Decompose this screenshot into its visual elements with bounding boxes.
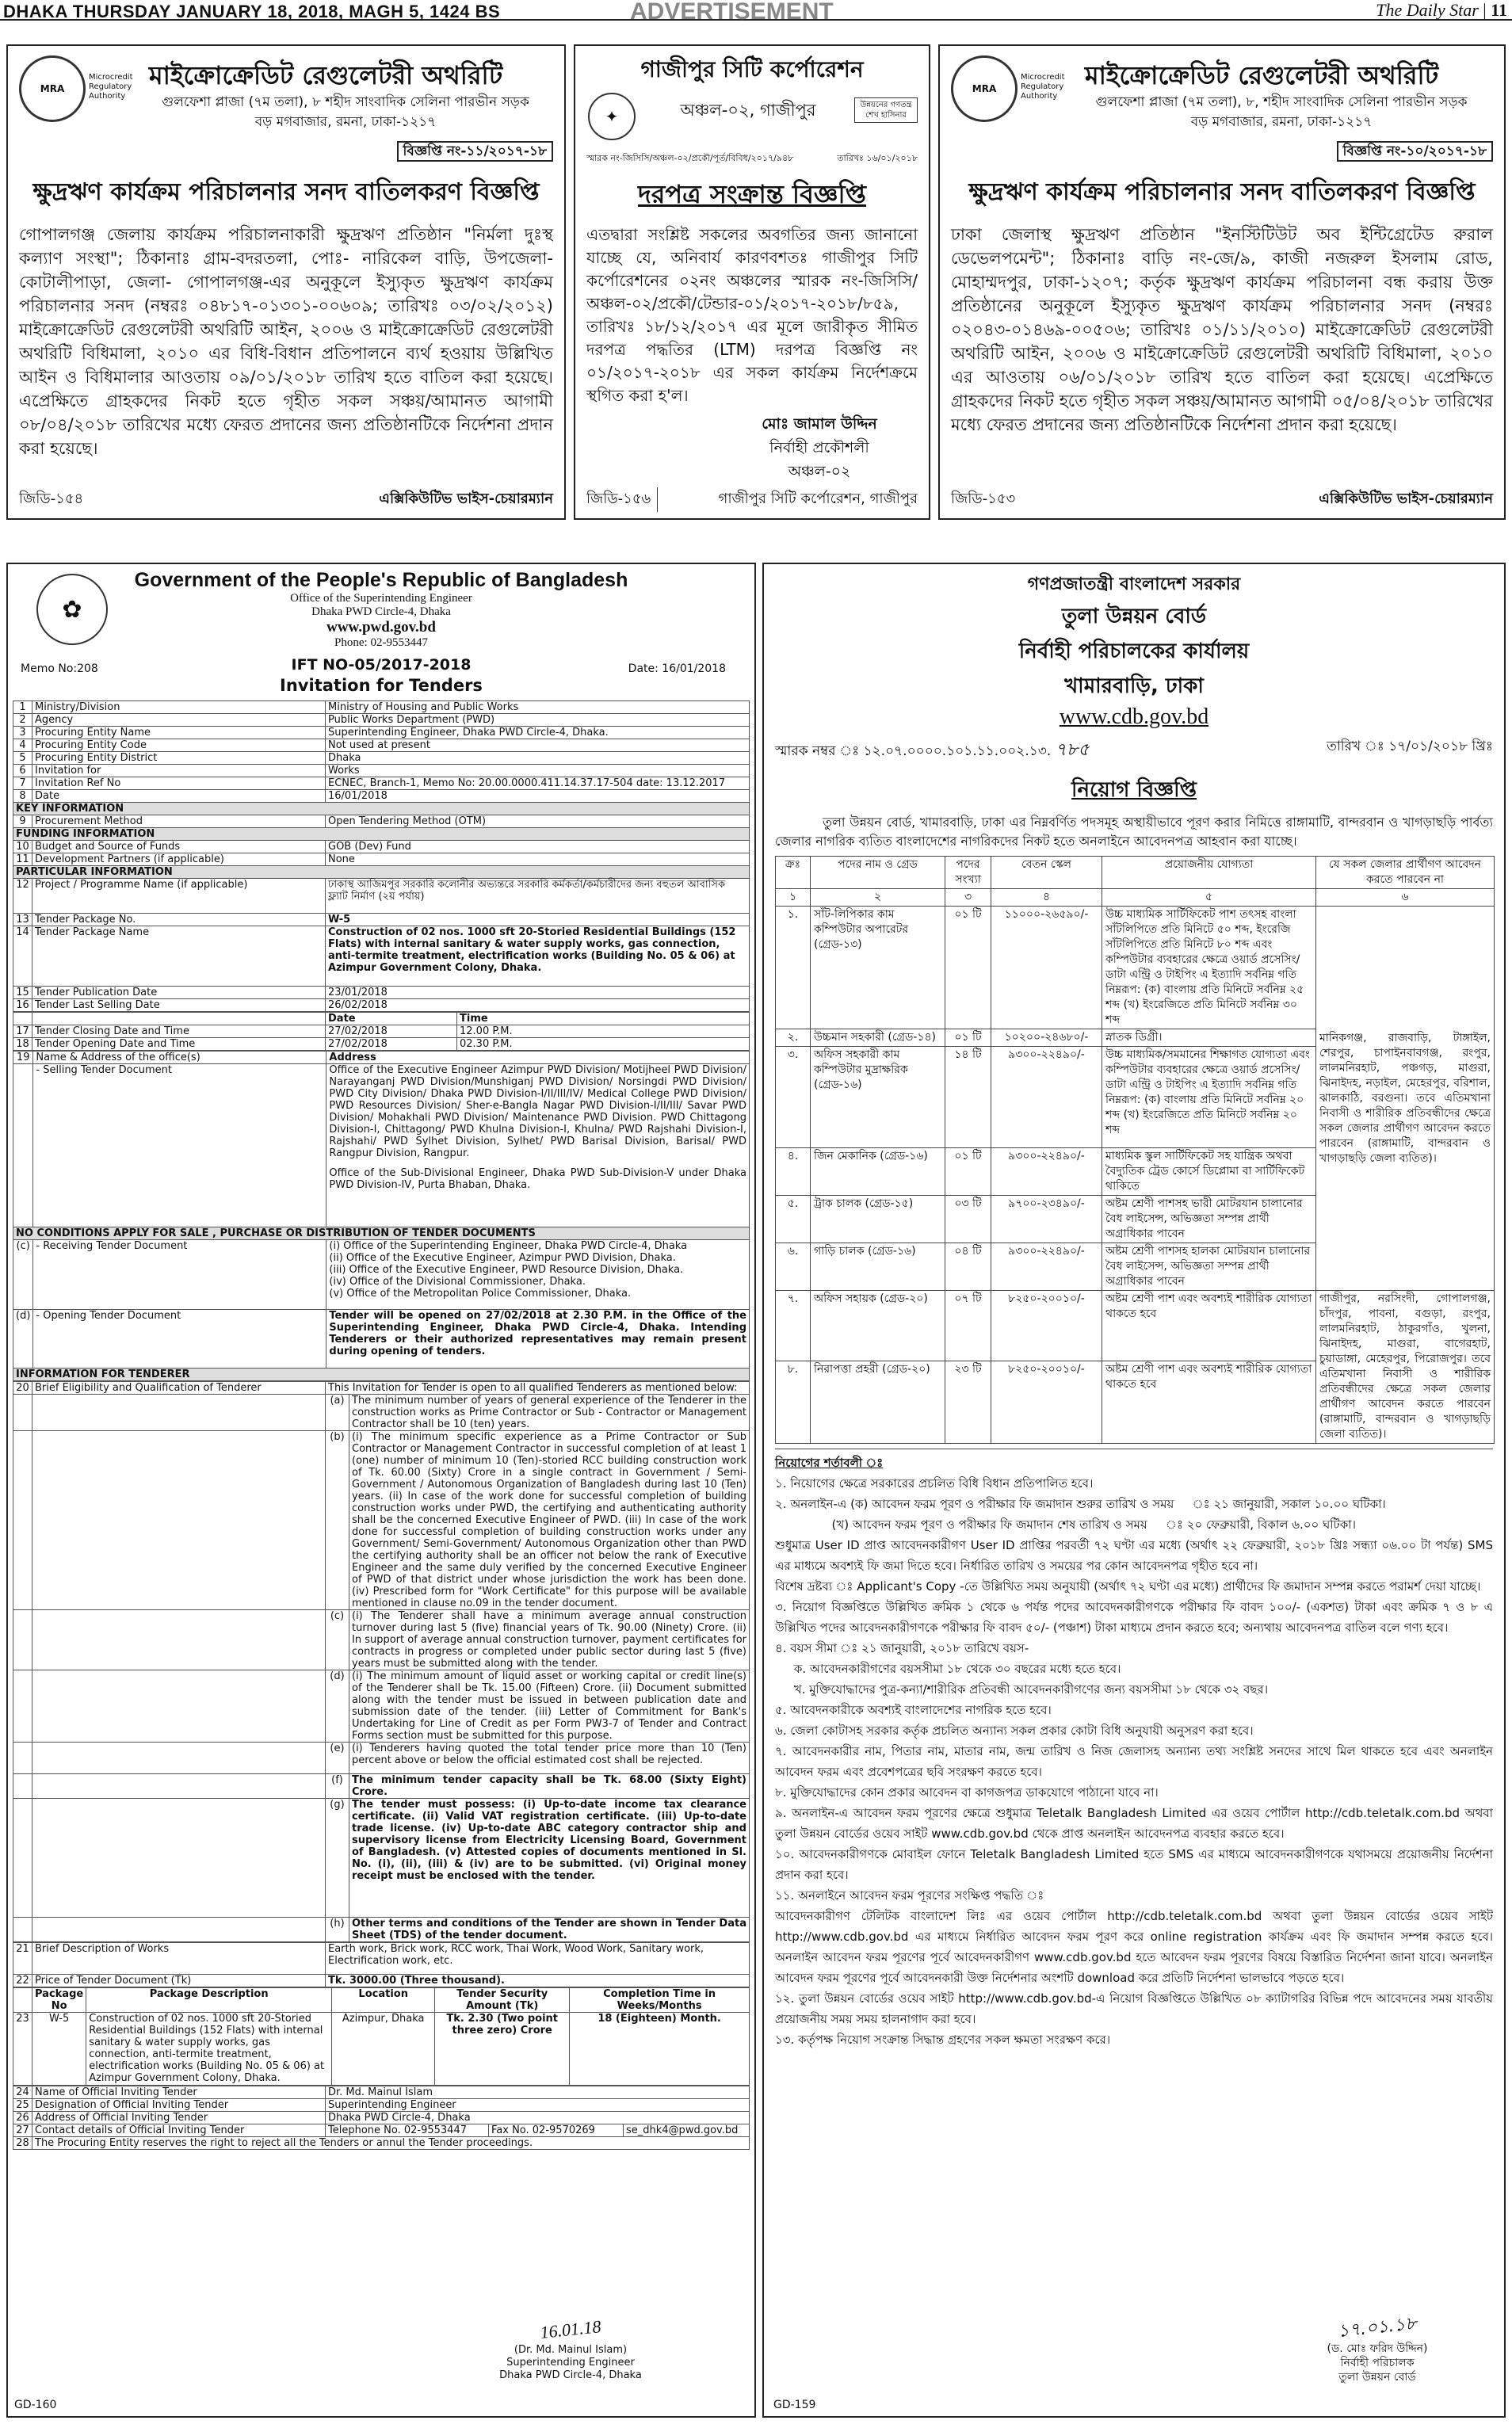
row-value: 16/01/2018 (326, 790, 750, 803)
eligibility-key: (h) (326, 1918, 349, 1942)
conditions-title: নিয়োগের শর্তাবলী ঃ (775, 1456, 884, 1470)
memo-handwritten: ৭৮৫ (1055, 740, 1090, 760)
mra-notice-2 (938, 44, 1506, 520)
cdb-intro: তুলা উন্নয়ন বোর্ড, খামারবাড়ি, ঢাকা এর নিম্নবর্ণিত পদসমূহ অস্থায়ীভাবে পূরণ করার নিমিত্তে রাঙ্গামাটি, বান্দরবান ও খাগড়াছড়ি পার্বত্য জেলার নাগরিক ব্যতিত বাংলাদেশের নাগরিকদের নিকট হতে অনলাইনে আবেদনপত্র আহবান করা যাচ্ছে। (775, 815, 1493, 849)
gd-code: জিডি-১৫৪ (19, 491, 84, 507)
receiving-office: (v) Office of the Metropolitan Police Commissioner, Dhaka. (329, 1288, 632, 1300)
pay-scale: ৯৩০০-২২৪৯০/- (991, 1148, 1102, 1196)
row-value: Ministry of Housing and Public Works (326, 701, 750, 714)
pay-scale: ১১০০০-২৬৫৯০/- (991, 907, 1102, 1029)
gcc-signer: মোঃ জামাল উদ্দিন (762, 415, 877, 433)
row-label: Procuring Entity District (32, 752, 326, 765)
condition-item: (খ) আবেদন ফরম পূরণ ও পরীক্ষার ফি জমাদান শেষ তারিখ ও সময় ঃ ২০ ফেব্রুয়ারী, বিকাল ৬.০০ ঘটিকা। (775, 1517, 1356, 1532)
condition-item: ৬. জেলা কোটাসহ সরকার কর্তৃক প্রচলিত অন্যান্য সকল প্রকার কোটা বিধি অনুযায়ী অনুসরণ করা হবে। (775, 1724, 1254, 1738)
eligibility-text: Other terms and conditions of the Tender are shown in Tender Data Sheet (TDS) of the tender document. (349, 1918, 750, 1942)
col-time: Time (457, 1013, 750, 1025)
table-row: 27 Contact details of Official Inviting Tender Telephone No. 02-9553447 Fax No. 02-9570269 se_dhk4@pwd.gov.bd (13, 2124, 750, 2137)
mra-address-1: গুলফেশা প্লাজা (৭ম তলা), ৮ শহীদ সাংবাদিক সেলিনা পারভীন সড়ক (162, 94, 529, 110)
gd-code: GD-159 (773, 2399, 816, 2411)
memo-text: স্মারক নম্বর ঃ ১২.০৭.০০০০.১০১.১১.০০২.১৩. (775, 743, 1052, 759)
cdb-date: তারিখ ঃ ১৭/০১/২০১৮ খ্রিঃ (1327, 739, 1493, 754)
signature: ১৭.০১.১৮ (1337, 2313, 1418, 2342)
signer-designation: নির্বাহী পরিচালক (1340, 2357, 1415, 2369)
condition-item: ক. আবেদনকারীগণের বয়সসীমা ১৮ থেকে ৩০ বছরের মধ্যে হতে হবে। (775, 1662, 1121, 1676)
table-row: 23 W-5 Construction of 02 nos. 1000 sft 20-Storied Residential Buildings (152 Flats) with internal sanitary & water supply works, gas connection, anti-termite treatment, electrification works (Building No. 05 & 06) at Azimpur Government Colony, Dhaka. Azimpur, Dhaka Tk. 2.30 (Two point three zero) Crore 18 (Eighteen) Month. (13, 2013, 750, 2086)
row-label: Invitation Ref No (32, 777, 326, 790)
condition-item: ৪. বয়স সীমা ঃ ২১ জানুয়ারী, ২০১৮ তারিখে বয়স- (775, 1641, 1029, 1655)
row-value: ECNEC, Branch-1, Memo No: 20.00.0000.411.14.37.17-504 date: 13.12.2017 (326, 777, 750, 790)
eligibility-key: (c) (326, 1610, 349, 1670)
eligibility-row (13, 1670, 750, 1743)
condition-item: ১১. অনলাইনে আবেদন ফরম পূরণের সংক্ষিপ্ত পদ্ধতি ঃ (775, 1888, 1044, 1903)
eligibility-text: (i) The Tenderer shall have a minimum average annual construction turnover during last 5 (five) financial years of Tk. 90.00 (Ninety) Crore. (ii) In support of average annual construction turnover, payment certificates for contracts in progress or completed under public sector during last 5 (five) years must be submitted along with the tender. (349, 1610, 750, 1670)
notice-body: গোপালগঞ্জ জেলায় কার্যক্রম পরিচালনাকারী ক্ষুদ্রঋণ প্রতিষ্ঠান "নির্মলা দুঃস্থ কল্যাণ সংস্থা"; ঠিকানাঃ গ্রাম-বদরতলা, পোঃ- নারিকেল বাড়ি, উপজেলা-কোটালীপাড়া, জেলা- গোপালগঞ্জ-এর অনুকূলে ইস্যুকৃত ক্ষুদ্রঋণ কার্যক্রম পরিচালনার সনদ (নম্বরঃ ০৪৮১৭-০১৩০১-০০৬০৯; তারিখঃ ০৩/০২/২০১২) মাইক্রোক্রেডিট রেগুলেটরী অথরিটি আইন, ২০০৬ ও মাইক্রোক্রেডিট রেগুলেটরী অথরিটি বিধিমালা, ২০১০ এর বিধি-বিধান প্রতিপালনে ব্যর্থ হওয়ায় উল্লিখিত আইন ও বিধিমালার আওতায় ০৯/০১/২০১৮ তারিখ হতে বাতিল করা হয়েছে। এপ্রেক্ষিতে গ্রাহকদের নিকট হতে গৃহীত সকল সঞ্চয়/আমানত আগামী ০৮/০৪/২০১৮ তারিখের মধ্যে ফেরত প্রদানের জন্য প্রতিষ্ঠানটিকে নির্দেশনা প্রদান করা হয়েছে। (19, 225, 553, 458)
receiving-office: (i) Office of the Superintending Engineer, Dhaka PWD Circle-4, Dhaka (329, 1240, 688, 1252)
cdb-place: খামারবাড়ি, ঢাকা (1064, 674, 1204, 698)
eligibility-key: (d) (326, 1670, 349, 1743)
post-name: নিরাপত্তা প্রহরী (গ্রেড-২০) (811, 1361, 945, 1443)
section-tenderer: INFORMATION FOR TENDERER (13, 1369, 750, 1381)
mra-logo: MRA (951, 55, 1018, 122)
notice-body: ঢাকা জেলাস্থ ক্ষুদ্রঋণ প্রতিষ্ঠান "ইনস্টিটিউট অব ইন্টিগ্রেটেড রুরাল ডেভেলপমেন্ট"; ঠিকানাঃ বাড়ি নং-জে/৯, কাজী নজরুল ইসলাম রোড, মোহাম্মদপুর, ঢাকা-১২০৭; কর্তৃক ক্ষুদ্রঋণ কার্যক্রম পরিচালনা বন্ধ করায় উক্ত প্রতিষ্ঠানের অনুকূলে ইস্যুকৃত ক্ষুদ্রঋণ কার্যক্রম পরিচালনার সনদ (নম্বরঃ ০২০৪৩-০১৪৬৯-০০৫০৬; তারিখঃ ০১/১১/২০১০) মাইক্রোক্রেডিট রেগুলেটরী অথরিটি আইন, ২০০৬ ও মাইক্রোক্রেডিট রেগুলেটরী অথরিটি বিধিমালা, ২০১০ এর আওতায় ০৬/০১/২০১৮ তারিখ হতে বাতিল করা হয়েছে। এপ্রেক্ষিতে গ্রাহকদের নিকট হতে গৃহীত সকল সঞ্চয়/আমানত আগামী ০৫/০৪/২০১৮ তারিখের মধ্যে ফেরত প্রদানের জন্য প্রতিষ্ঠানটিকে নির্দেশনা প্রদান করা হয়েছে। (951, 225, 1493, 434)
table-row: - Selling Tender Document Office of the Executive Engineer Azimpur PWD Division/ Motijheel PWD Division/ Narayanganj PWD Division/Munshiganj PWD Division/ Norsingdi PWD Division/ PWD City Division/ Dhaka PWD Division-I/II/III/IV/ Medical College PWD Division/ PWD Resources Division/ Sher-e-Bangla Nagar PWD Division-I/II/III/ Savar PWD Division/ Mohakhali PWD Division/ Maintenance PWD Division. PWD Chittagong Division-I, Chittagong/ PWD Khulna Division-I, Khulna/ PWD Rajshahi Division-I, Rajshahi/ PWD Sylhet Division, Sylhet/ PWD Barisal Division, Barisal/ PWD Rangpur Division, Rangpur. Office of the Sub-Divisional Engineer, Dhaka PWD Sub-Division-V under Dhaka PWD Division-IV, Purta Bhaban, Dhaka. (13, 1064, 750, 1227)
post-name: ট্রাক চালক (গ্রেড-১৫) (811, 1196, 945, 1243)
gcc-title: গাজীপুর সিটি কর্পোরেশন (640, 56, 864, 82)
table-row: 19 Name & Address of the office(s) Address (13, 1052, 750, 1064)
gcc-memo: স্মারক নং-জিসিসি/অঞ্চল-০২/প্রকৌ/পূর্ত/বিবিধ/২০১৭/৯৪৮ (586, 153, 794, 163)
signer-designation: Superintending Engineer (506, 2357, 635, 2369)
post-count: ০১ টি (945, 1148, 991, 1196)
row-label: Procuring Entity Name (32, 727, 326, 739)
row-label: Invitation for (32, 765, 326, 777)
condition-item: আবেদনকারীগণ টেলিটক বাংলাদেশ লিঃ এর ওয়েব পোর্টাল http://cdb.teletalk.com.bd অথবা তুলা উন্নয়ন বোর্ডের ওয়েব সাইট http://www.cdb.gov.bd এর মাধ্যমে নির্ধারিত আবেদন ফরম পূরণ করে online registration কার্যক্রম এবং ফি জমাদান সম্পন্ন করতে হবে। অনলাইন আবেদন ফরম পূরণের পূর্বে আবেদনকারীগণ www.cdb.gov.bd হতে আবেদন ফরম পূরণের বিষয়ে বিস্তারিত নির্দেশনা জানা যাবে। অনলাইন আবেদন ফরম পূরণের পূর্বে আবেদনকারী উক্ত নির্দেশনার অংশটি download করে প্রতিটি নির্দেশনা ভালভাবে পড়তে হবে। (775, 1909, 1497, 1985)
post-name: জিন মেকানিক (গ্রেড-১৬) (811, 1148, 945, 1196)
eligibility-row (13, 1395, 750, 1431)
pay-scale: ৯৩০০-২২৪৯০/- (991, 1047, 1102, 1148)
condition-item: বিশেষ দ্রষ্টব্য ঃ Applicant's Copy -তে উল্লিখিত সময় অনুযায়ী (অর্থাৎ ৭২ ঘণ্টা এর মধ্যে) প্রার্থীদের ফি জমাদান সম্পন্ন করতে পরামর্শ দেয়া যাচ্ছে। (775, 1579, 1481, 1594)
excluded-districts-1: মানিকগঞ্জ, রাজবাড়ি, টাঙ্গাইল, শেরপুর, চাপাইনবাবগঞ্জ, রংপুর, লালমনিরহাট, পঞ্চগড়, মাগুরা, ঝিনাইদহ, নড়াইল, মেহেরপুর, বরিশাল, ঝালকাঠি, বরগুনা। তবে এতিমখানা নিবাসী ও শারীরিক প্রতিবন্ধীদের ক্ষেত্রে সকল জেলার প্রার্থীগণ আবেদন করতে পারবেন (রাঙ্গামাটি, বান্দরবান ও খাগড়াছড়ি জেলা ব্যতিত)। (1316, 907, 1495, 1291)
table-row: 14 Tender Package Name Construction of 02 nos. 1000 sft 20-Storied Residential Buildings (152 Flats) with internal sanitary & water supply works, gas connection, anti-termite treatment, electrification works (Building No. 05 & 06) at Azimpur Government Colony, Dhaka. (13, 926, 750, 987)
mra-title: মাইক্রোক্রেডিট রেগুলেটরী অথরিটি (1084, 60, 1439, 90)
notice-number: বিজ্ঞপ্তি নং-১১/২০১৭-১৮ (397, 141, 553, 162)
gcc-body: এতদ্বারা সংশ্লিষ্ট সকলের অবগতির জন্য জানানো যাচ্ছে যে, অনিবার্য কারণবশতঃ গাজীপুর সিটি কর্পোরেশনের ০২নং অঞ্চলের স্মারক নং-জিসিসি/অঞ্চল-০২/প্রকৌ/টেন্ডার-০১/২০১৭-২০১৮/৮৫৯, তারিখঃ ১৮/১২/২০১৭ এর মূলে জারীকৃত সীমিত দরপত্র পদ্ধতির (LTM) দরপত্র বিজ্ঞপ্তি নং ০১/২০১৭-২০১৮ এর সকল কার্যক্রম নির্দেশক্রমে স্থগিত করা হ'ল। (586, 225, 918, 405)
table-row: 13 Tender Package No. W-5 (13, 914, 750, 926)
table-row: 18 Tender Opening Date and Time 27/02/2018 02.30 P.M. (13, 1038, 750, 1051)
column-header: যে সকল জেলার প্রার্থীগণ আবেদন করতে পারবেন না (1316, 857, 1495, 889)
column-header: পদের সংখ্যা (945, 857, 991, 889)
masthead (0, 0, 1512, 25)
row-number: 8 (13, 790, 32, 803)
table-row: 25 Designation of Official Inviting Tender Superintending Engineer (13, 2099, 750, 2112)
table-row: 24 Name of Official Inviting Tender Dr. Md. Mainul Islam (13, 2086, 750, 2099)
eligibility-text: The tender must possess: (i) Up-to-date income tax clearance certificate. (ii) Valid VAT registration certificate. (iii) Up-to-date trade license. (iv) Up-to-date ABC category contractor ship and supervisory license from Electricity Licensing Board, Government of Bangladesh. (v) Attested copies of documents mentioned in Sl. No. (i), (ii), (iii) & (iv) are to be submitted. (vi) Original money receipt must be enclosed with the tender. (349, 1799, 750, 1918)
official-table (13, 2086, 750, 2150)
post-serial: ২. (776, 1029, 811, 1047)
row-label: Date (32, 790, 326, 803)
gcc-zone: অঞ্চল-০২, গাজীপুর (680, 101, 816, 120)
eligibility-key: (f) (326, 1774, 349, 1799)
receiving-office: (iii) Office of the Executive Engineer, PWD Resource Division, Dhaka. (329, 1264, 684, 1276)
pay-scale: ১০২০০-২৪৬৮০/- (991, 1029, 1102, 1047)
table-row: 26 Address of Official Inviting Tender Dhaka PWD Circle-4, Dhaka (13, 2112, 750, 2124)
cdb-heading: নিয়োগ বিজ্ঞপ্তি (1071, 778, 1197, 802)
table-row: 20 Brief Eligibility and Qualification of Tenderer This Invitation for Tender is open to all qualified Tenderers as mentioned below: (13, 1382, 750, 1395)
signer-office: Dhaka PWD Circle-4, Dhaka (499, 2369, 642, 2381)
notice-number: বিজ্ঞপ্তি নং-১০/২০১৭-১৮ (1337, 141, 1493, 162)
post-name: অফিস সহকারী কাম কম্পিউটার মুদ্রাক্ষরিক (গ্রেড-১৬) (811, 1047, 945, 1148)
col-date: Date (326, 1013, 457, 1025)
tender-date: Date: 16/01/2018 (628, 662, 726, 675)
eligibility-text: (i) The minimum specific experience as a Prime Contractor or Sub Contractor or Management Contractor in successful completion of at least 1 (one) number of minimum 10 (Ten)-storied RCC building construction work of Tk. 60.00 (Sixty) Crore in a single contract in Government / Semi-Government / Autonomous Organization of Bangladesh during last 10 (Ten) years. (ii) In case of the work done for successful completion of building construction works under PWD, the certifying and authenticating authority shall be the concerned Executive Engineer of PWD. (iii) In case of the work done for successful completion of building construction works under any Government/ Semi-Government/ Autonomous Organization other than PWD the certifying authority shall be an officer not below the rank of Executive Engineer and the same duly verified by the concerned Executive Engineer of PWD of that district under whose jurisdiction the work has been done. (iv) Prescribed form for "Work Certificate" for this purpose will be available mentioned in clause no.09 in the tender document. (349, 1431, 750, 1610)
column-header: ক্রঃ (776, 857, 811, 889)
section-conditions: NO CONDITIONS APPLY FOR SALE , PURCHASE OR DISTRIBUTION OF TENDER DOCUMENTS (13, 1227, 750, 1240)
post-count: ০৭ টি (945, 1291, 991, 1361)
post-count: ০১ টি (945, 907, 991, 1029)
section-funding: FUNDING INFORMATION (13, 828, 750, 841)
cdb-website: www.cdb.gov.bd (1059, 704, 1209, 729)
qualification: অষ্টম শ্রেণী পাশ এবং অবশ্যই শারীরিক যোগ্যতা থাকতে হবে (1102, 1361, 1316, 1443)
receiving-office: (ii) Office of the Executive Engineer, Azimpur PWD Division, Dhaka. (329, 1252, 676, 1264)
column-number: ২ (811, 889, 945, 907)
eligibility-row (13, 1431, 750, 1610)
government-seal-icon: ✿ (36, 574, 108, 645)
ift-number: IFT NO-05/2017-2018 (291, 656, 472, 674)
table-row: (d) - Opening Tender Document Tender will be opened on 27/02/2018 at 2.30 P.M. in the Office of the Superintending Engineer, Dhaka PWD Circle-4, Dhaka. Intending Tenderers or their authorized representatives may remain present during opening of tenders. (13, 1310, 750, 1369)
selling-offices: Office of the Executive Engineer Azimpur PWD Division/ Motijheel PWD Division/ Narayanganj PWD Division/Munshiganj PWD Division/ Norsingdi PWD Division/ PWD City Division/ Dhaka PWD Division-I/II/III/IV/ Medical College PWD Division/ PWD Resources Division/ Sher-e-Bangla Nagar PWD Division-I/II/III/ Savar PWD Division/ Mohakhali PWD Division/ Maintenance PWD Division. PWD Chittagong Division-I, Chittagong/ PWD Khulna Division-I, Khulna/ PWD Rajshahi Division-I, Rajshahi/ PWD Sylhet Division, Sylhet/ PWD Barisal Division, Barisal/ PWD Rangpur Division, Rangpur. (329, 1064, 746, 1159)
signer-name: (Dr. Md. Mainul Islam) (514, 2344, 628, 2356)
row-value: Works (326, 765, 750, 777)
row-number: 4 (13, 739, 32, 752)
post-count: ০৪ টি (945, 1243, 991, 1291)
pay-scale: ৮২৫০-২০০১০/- (991, 1361, 1102, 1443)
posts-table (775, 856, 1495, 1444)
condition-item: ১২. তুলা উন্নয়ন বোর্ডের ওয়েব সাইট http://www.cdb.gov.bd-এ নিয়োগ বিজ্ঞপ্তিতে উল্লিখিত ০৮ ক্যাটাগরির বিভিন্ন পদে আবেদনের সময় যাবতীয় প্রয়োজনীয় সময় সময় হালনাগাদ করা হবে। (775, 1991, 1497, 2026)
condition-item: ১৩. কর্তৃপক্ষ নিয়োগ সংক্রান্ত সিদ্ধান্ত গ্রহণের সকল ক্ষমতা সংরক্ষণ করে। (775, 2033, 1111, 2047)
qualification: অষ্টম শ্রেণী পাশসহ হালকা মোটরযান চালানোর বৈধ লাইসেন্স, অভিজ্ঞতা সম্পন্ন প্রার্থী অগ্রাধিকার পাবেন (1102, 1243, 1316, 1291)
table-row: 9 Procurement Method Open Tendering Method (OTM) (13, 815, 750, 828)
row-label: Procuring Entity Code (32, 739, 326, 752)
condition-item: ২. অনলাইন-এ (ক) আবেদন ফরম পূরণ ও পরীক্ষার ফি জমাদান শুরুর তারিখ ও সময় ঃ ২১ জানুয়ারী, সকাল ১০.০০ ঘটিকা। (775, 1497, 1386, 1511)
row-number: 5 (13, 752, 32, 765)
signer-office: তুলা উন্নয়ন বোর্ড (1338, 2371, 1416, 2384)
memo-number: Memo No:208 (21, 662, 98, 675)
table-row: 28 The Procuring Entity reserves the right to reject all the Tenders or annul the Tender proceedings. (13, 2137, 750, 2150)
eligibility-key: (e) (326, 1743, 349, 1774)
table-row (13, 739, 750, 752)
post-name: গাড়ি চালক (গ্রেড-১৬) (811, 1243, 945, 1291)
post-serial: ৩. (776, 1047, 811, 1148)
gd-code: জিডি-১৫৬ (586, 487, 658, 512)
post-serial: ৫. (776, 1196, 811, 1243)
qualification: উচ্চ মাধ্যমিক/সমমানের শিক্ষাগত যোগ্যতা এবং কম্পিউটার ব্যবহারের ক্ষেত্রে ওয়ার্ড প্রসেসিং/ডাটা এন্ট্রি ও টাইপিং এ ইত্যাদি সর্বনিম্ন গতি নিম্নরূপ: (ক) বাংলায় প্রতি মিনিটে সর্বনিম্ন ২০ শব্দ (খ) ইংরেজিতে প্রতি মিনিটে সর্বনিম্ন ২০ শব্দ (1102, 1047, 1316, 1148)
column-number: ৬ (1316, 889, 1495, 907)
gcc-sign-zone: অঞ্চল-০২ (788, 463, 851, 480)
gcc-date: তারিখঃ ১৬/০১/২০১৮ (837, 153, 918, 163)
gcc-designation: নির্বাহী প্রকৌশলী (769, 439, 869, 456)
dateline: DHAKA THURSDAY JANUARY 18, 2018, MAGH 5, 1424 BS (3, 2, 501, 21)
pay-scale: ৯৩০০-২২৪৯০/- (991, 1243, 1102, 1291)
post-name: সাঁট-লিপিকার কাম কম্পিউটার অপারেটর (গ্রেড-১৩) (811, 907, 945, 1029)
mra-title: মাইক্রোক্রেডিট রেগুলেটরী অথরিটি (148, 60, 503, 90)
condition-item: ৮. মুক্তিযোদ্ধাদের কোন প্রকার আবেদন বা কাগজপত্র ডাকযোগে পাঠানো যাবে না। (775, 1785, 1159, 1800)
gcc-notice (574, 44, 930, 520)
pwd-website: www.pwd.gov.bd (326, 619, 436, 636)
post-serial: ৭. (776, 1291, 811, 1361)
table-row: (c) - Receiving Tender Document (i) Office of the Superintending Engineer, Dhaka PWD Circle-4, Dhaka (ii) Office of the Executive Engineer, Azimpur PWD Division, Dhaka. (iii) Office of the Executive Engineer, PWD Resource Division, Dhaka. (iv) Office of the Divisional Commissioner, Dhaka. (v) Office of the Metropolitan Police Commissioner, Dhaka. (13, 1240, 750, 1310)
signatory: এক্সিকিউটিভ ভাইস-চেয়ারম্যান (379, 491, 553, 507)
mra-address-1: গুলফেশা প্লাজা (৭ম তলা), ৮, শহীদ সাংবাদিক সেলিনা পারভীন সড়ক (1095, 94, 1468, 110)
column-header: পদের নাম ও গ্রেড (811, 857, 945, 889)
eligibility-text: The minimum tender capacity shall be Tk. 68.00 (Sixty Eight) Crore. (349, 1774, 750, 1799)
gd-code: GD-160 (14, 2399, 57, 2411)
tender-table (13, 700, 750, 1012)
row-value: Not used at present (326, 739, 750, 752)
column-header: বেতন স্কেল (991, 857, 1102, 889)
gcc-heading: দরপত্র সংক্রান্ত বিজ্ঞপ্তি (638, 179, 866, 209)
eligibility-text: (i) Tenderers having quoted the total tender price more than 10 (Ten) percent above or below the official estimated cost shall be rejected. (349, 1743, 750, 1774)
eligibility-text: (i) The minimum amount of liquid asset or working capital or credit line(s) of the Tenderer shall be Tk. 15.00 (Fifteen) Crore. (ii) Document submitted along with the tender must be issued in between publication date and submission date of the tender. (iii) Letter of Commitment for Bank's Undertaking for Line of Credit as per Form PW3-7 of Tender and Contract Forms section must be submitted for this purpose. (349, 1670, 750, 1743)
condition-item: খ. মুক্তিযোদ্ধাদের পুত্র-কন্যা/শারীরিক প্রতিবন্ধী আবেদনকারীগণের জন্য বয়সসীমা ১৮ থেকে ৩২ বছর। (775, 1682, 1269, 1697)
column-number: ১ (776, 889, 811, 907)
mra-logo-text: Microcredit Regulatory Authority (1021, 73, 1065, 101)
signer-name: (ড. মোঃ ফরিদ উদ্দিন) (1327, 2342, 1428, 2355)
row-number: 1 (13, 701, 32, 714)
column-header: প্রয়োজনীয় যোগ্যতা (1102, 857, 1316, 889)
table-row (13, 765, 750, 777)
table-row (13, 727, 750, 739)
eligibility-row (13, 1774, 750, 1799)
post-count: ০৩ টি (945, 1196, 991, 1243)
post-serial: ৬. (776, 1243, 811, 1291)
post-row (776, 907, 1495, 1029)
section-particular: PARTICULAR INFORMATION (13, 866, 750, 879)
signature: 16.01.18 (539, 2316, 602, 2342)
mra-address-2: বড় মগবাজার, রমনা, ঢাকা-১২১৭ (254, 114, 437, 130)
qualification: উচ্চ মাধ্যমিক সার্টিফিকেট পাশ তৎসহ বাংলা সাঁটলিপিতে প্রতি মিনিটে ৫০ শব্দ, ইংরেজি সাঁটলিপিতে প্রতি মিনিটে ৮০ শব্দ এবং কম্পিউটার ব্যবহারের ক্ষেত্রে ওয়ার্ড প্রসেসিং/ডাটা এন্ট্রি ও টাইপিং এ ইত্যাদি সর্বনিম্ন গতি নিম্নরূপ: (ক) বাংলায় প্রতি মিনিটে সর্বনিম্ন ২৫ শব্দ (খ) ইংরেজিতে প্রতি মিনিটে সর্বনিম্ন ৩০ শব্দ (1102, 907, 1316, 1029)
package-table: Package No Package Description Location Tender Security Amount (Tk) Completion Time in Weeks/Months 23 W-5 Construction of 02 nos. 1000 sft 20-Storied Residential Buildings (152 Flats) with internal sanitary & water supply works, gas connection, anti-termite treatment, electrification works (Building No. 05 & 06) at Azimpur Government Colony, Dhaka. Azimpur, Dhaka Tk. 2.30 (Two point three zero) Crore 18 (Eighteen) Month. (13, 1987, 750, 2086)
condition-item: ৭. আবেদনকারীর নাম, পিতার নাম, মাতার নাম, জন্ম তারিখ ও নিজ জেলাসহ অন্যান্য তথ্য সংশ্লিষ্ট সনদের সাথে মিল থাকতে হবে এবং অনলাইন আবেদন ফরম এবং প্রবেশপত্রের ছবি সংরক্ষণ করতে হবে। (775, 1744, 1497, 1779)
row-value: Dhaka (326, 752, 750, 765)
table-row: 17 Tender Closing Date and Time 27/02/2018 12.00 P.M. (13, 1025, 750, 1038)
pay-scale: ৮২৫০-২০০১০/- (991, 1291, 1102, 1361)
section-label: ADVERTISEMENT (630, 0, 834, 25)
eligibility-row (13, 1799, 750, 1918)
row-label: Agency (32, 714, 326, 727)
pay-scale: ৯৭০০-২৩৪৯০/- (991, 1196, 1102, 1243)
column-number: ৪ (991, 889, 1102, 907)
conditions (775, 1449, 1497, 2050)
table-row: 10 Budget and Source of Funds GOB (Dev) Fund (13, 841, 750, 853)
excluded-districts-2: গাজীপুর, নরসিংদী, গোপালগঞ্জ, চাঁদপুর, পাবনা, বগুড়া, রংপুর, লালমনিরহাট, ঠাকুরগাঁও, খুলনা, ঝিনাইদহ, মাগুরা, বাগেরহাট, চুয়াডাঙ্গা, মেহেরপুর, পিরোজপুর। তবে এতিমখানা নিবাসী ও শারীরিক প্রতিবন্ধীদের ক্ষেত্রে সকল জেলার প্রার্থীগণ আবেদন করতে পারবেন (রাঙ্গামাটি, বান্দরবান ও খাগড়াছড়ি জেলা ব্যতিত)। (1316, 1291, 1495, 1444)
cdb-office: নির্বাহী পরিচালকের কার্যালয় (1018, 639, 1250, 663)
post-count: ২৩ টি (945, 1361, 991, 1443)
cdb-memo (775, 736, 1090, 765)
eligibility-row (13, 1743, 750, 1774)
row-number: 3 (13, 727, 32, 739)
pwd-tender-notice (6, 563, 756, 2418)
post-name: অফিস সহায়ক (গ্রেড-২০) (811, 1291, 945, 1361)
table-row (13, 701, 750, 714)
condition-item: ৫. আবেদনকারীকে অবশ্যই বাংলাদেশের নাগরিক হতে হবে। (775, 1703, 1052, 1717)
post-serial: ১. (776, 907, 811, 1029)
condition-item: ৩. নিয়োগ বিজ্ঞপ্তিতে উল্লিখিত ক্রমিক ১ থেকে ৬ পর্যন্ত পদের আবেদনকারীগণকে পরীক্ষার ফি বাবদ ১০০/- (একশত) টাকা এবং ক্রমিক ৭ ও ৮ এ উল্লিখিত পদের আবেদনকারীগণকে পরীক্ষার ফি বাবদ ৫০/- (পঞ্চাশ) টাকা মাধ্যমে প্রদান করতে হবে; অন্যথায় আবেদনপত্র বাতিল বলে গণ্য হবে। (775, 1600, 1497, 1635)
row-number: 7 (13, 777, 32, 790)
pwd-title: Government of the People's Republic of Bangladesh (134, 569, 628, 591)
gd-code: জিডি-১৫৩ (951, 491, 1016, 507)
condition-item: ৯. অনলাইন-এ আবেদন ফরম পূরণের ক্ষেত্রে শুধুমাত্র Teletalk Bangladesh Limited এর ওয়েব পোর্টাল http://cdb.teletalk.com.bd অথবা তুলা উন্নয়ন বোর্ডের ওয়েব সাইট www.cdb.gov.bd থেকে প্রাপ্ত অনলাইন আবেদনপত্র ব্যবহার করতে হবে। (775, 1806, 1497, 1841)
post-serial: ৮. (776, 1361, 811, 1443)
mra-logo-text: Microcredit Regulatory Authority (89, 73, 133, 101)
paper-name: The Daily Star | 11 (1376, 0, 1507, 20)
qualification: স্নাতক ডিগ্রী। (1102, 1029, 1316, 1047)
mra-address-2: বড় মগবাজার, রমনা, ঢাকা-১২১৭ (1190, 114, 1373, 130)
post-count: ১৪ টি (945, 1047, 991, 1148)
paper-title: The Daily Star (1376, 0, 1479, 20)
tender-datetime-table (13, 1012, 750, 1051)
eligibility-key: (a) (326, 1395, 349, 1431)
qualification: অষ্টম শ্রেণী পাশসহ ভারী মোটরযান চালানোর বৈধ লাইসেন্স, অভিজ্ঞতা সম্পন্ন প্রার্থী অগ্রাধিকার পাবেন (1102, 1196, 1316, 1243)
row-value: Public Works Department (PWD) (326, 714, 750, 727)
table-row (13, 777, 750, 790)
notice-heading: ক্ষুদ্রঋণ কার্যক্রম পরিচালনার সনদ বাতিলকরণ বিজ্ঞপ্তি (32, 178, 540, 206)
qualification: অষ্টম শ্রেণী পাশ এবং অবশ্যই শারীরিক যোগ্যতা থাকতে হবে (1102, 1291, 1316, 1361)
eligibility-key: (g) (326, 1799, 349, 1918)
table-row: 15 Tender Publication Date 23/01/2018 (13, 987, 750, 999)
tender-heading: Invitation for Tenders (280, 676, 483, 695)
page-number: 11 (1491, 0, 1507, 20)
table-row (13, 790, 750, 803)
mra-logo: MRA (19, 55, 86, 122)
cdb-recruitment-notice (762, 563, 1506, 2418)
eligibility-row (13, 1610, 750, 1670)
row-label: Ministry/Division (32, 701, 326, 714)
pwd-circle: Dhaka PWD Circle-4, Dhaka (311, 605, 451, 618)
table-row: 22 Price of Tender Document (Tk) Tk. 3000.00 (Three thousand). (13, 1975, 750, 1987)
column-number: ৫ (1102, 889, 1316, 907)
condition-item: ১. নিয়োগের ক্ষেত্রে সরকারের প্রচলিত বিধি বিধান প্রতিপালিত হবে। (775, 1476, 1094, 1491)
column-number: ৩ (945, 889, 991, 907)
notice-heading: ক্ষুদ্রঋণ কার্যক্রম পরিচালনার সনদ বাতিলকরণ বিজ্ঞপ্তি (968, 178, 1476, 206)
table-row: 11 Development Partners (if applicable) None (13, 853, 750, 866)
gcc-badge: উন্নয়নের গণতন্ত্র শেখ হাসিনার (854, 97, 918, 123)
table-row: 12 Project / Programme Name (if applicable) ঢাকাস্থ আজিমপুর সরকারি কলোনীর অভ্যন্তরে সরকারি কর্মকর্তা/কর্মচারীদের জন্য বহুতল আবাসিক ফ্ল্যাট নির্মাণ (২য় পর্যায়) (13, 879, 750, 914)
row-number: 2 (13, 714, 32, 727)
post-name: উচ্চমান সহকারী (গ্রেড-১৪) (811, 1029, 945, 1047)
gcc-org: গাজীপুর সিটি কর্পোরেশন, গাজীপুর (718, 491, 918, 507)
post-count: ০১ টি (945, 1029, 991, 1047)
row-number: 6 (13, 765, 32, 777)
post-serial: ৪. (776, 1148, 811, 1196)
selling-sub-office: Office of the Sub-Divisional Engineer, Dhaka PWD Sub-Division-V under Dhaka PWD Division-IV, Purta Bhaban, Dhaka. (329, 1167, 746, 1191)
mra-notice-1 (6, 44, 566, 520)
post-row (776, 1291, 1495, 1361)
cdb-board: তুলা উন্নয়ন বোর্ড (1061, 605, 1207, 628)
condition-item: ১০. আবেদনকারীগণকে মোবাইল ফোনে Teletalk Bangladesh Limited হতে SMS এর মাধ্যমে আবেদনকারীগণকে যথাসময়ে প্রয়োজনীয় নির্দেশনা প্রদান করা হবে। (775, 1847, 1497, 1882)
table-row (13, 714, 750, 727)
gcc-seal-icon: ✦ (588, 93, 636, 140)
table-row: 21 Brief Description of Works Earth work, Brick work, RCC work, Thai Work, Wood Work, Sanitary work, Electrification work, etc. (13, 1943, 750, 1975)
condition-item: শুধুমাত্র User ID প্রাপ্ত আবেদনকারীগণ User ID প্রাপ্তির পরবর্তী ৭২ ঘণ্টা এর মধ্যে (অর্থাৎ ২২ ফেব্রুয়ারী, ২০১৮ খ্রিঃ সন্ধ্যা ০৬.০০ টা পর্যন্ত) SMS এর মাধ্যমে অবশ্যই ফি জমা দিতে হবে। নির্ধারিত তারিখ ও সময়ের পর কোন আবেদনপত্র গৃহীত হবে না। (775, 1538, 1497, 1573)
eligibility-table (13, 1381, 750, 1942)
signatory: এক্সিকিউটিভ ভাইস-চেয়ারম্যান (1319, 491, 1493, 507)
table-row: 16 Tender Last Selling Date 26/02/2018 (13, 999, 750, 1012)
eligibility-key: (b) (326, 1431, 349, 1610)
section-key: KEY INFORMATION (13, 803, 750, 815)
qualification: মাধ্যমিক স্কুল সার্টিফিকেট সহ যান্ত্রিক অথবা বৈদ্যুতিক ট্রেড কোর্সে ডিপ্লোমা বা সার্টিফিকেট থাকিতে (1102, 1148, 1316, 1196)
pwd-phone: Phone: 02-9553447 (334, 636, 428, 649)
table-row (13, 752, 750, 765)
row-value: Superintending Engineer, Dhaka PWD Circle-4, Dhaka. (326, 727, 750, 739)
tender-offices-table (13, 1051, 750, 1381)
eligibility-row (13, 1918, 750, 1942)
eligibility-text: The minimum number of years of general experience of the Tenderer in the construction works as Prime Contractor or Sub - Contractor or Management Contractor shall be 10 (ten) years. (349, 1395, 750, 1431)
receiving-office: (iv) Office of the Divisional Commissioner, Dhaka. (329, 1276, 586, 1288)
pwd-office: Office of the Superintending Engineer (290, 592, 472, 605)
cdb-gov: গণপ্রজাতন্ত্রী বাংলাদেশ সরকার (1027, 575, 1241, 594)
tender-bottom-table (13, 1942, 750, 1987)
